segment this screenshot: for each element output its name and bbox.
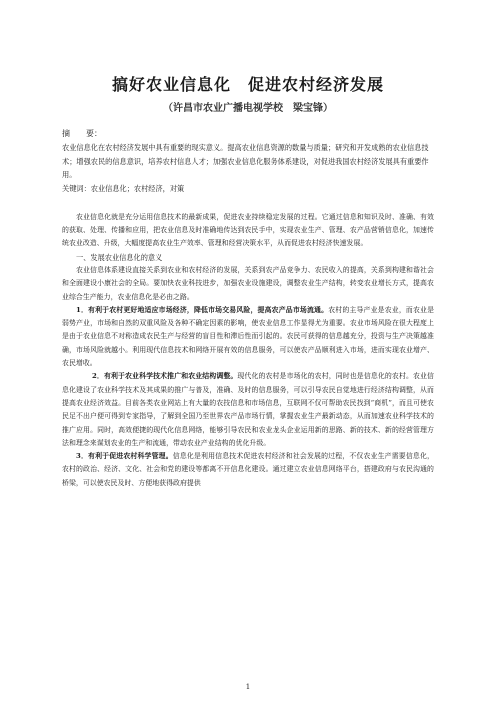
point2-paragraph bbox=[62, 370, 434, 450]
page-number: 1 bbox=[245, 683, 251, 691]
point1-lead: 1．有利于农村更好地适应市场经济，降低市场交易风险，提高农产品市场流通。 bbox=[76, 305, 329, 314]
point1-text: 农村的主导产业是农业，而农业是弱势产业，市场和自然的双重风险及各种不确定因素的影响，使农业信息工作显得尤为重要。农业市场风险在很大程度上是由于农业信息不对称造成农民生产与经营的盲目性和滞后性而引起的。农民可获得的信息越充分，投资与生产决策越准确，市场风险就越小。利用现代信息技术和网络开展有效的信息服务，可以使农产品顺利进入市场，进而实现农业增产、农民增收。 bbox=[62, 305, 435, 368]
point3-lead: 3．有利于促进农村科学管理。 bbox=[76, 452, 173, 461]
keywords-text: 农业信息化；农村经济，对策 bbox=[90, 183, 185, 193]
author-line: （许昌市农业广播电视学校 梁宝锋） bbox=[163, 103, 333, 114]
point2-text: 现代化的农村是市场化的农村，同时也是信息化的农村。农业信息化建设了农业科学技术及其成果的推广与普及，准确、及时的信息服务，可以引导农民自觉地进行经济结构调整，从而提高农业经济效益。目前各类农业网站上有大量的农技信息和市场信息，互联网不仅可帮助农民找到“商机”，而且可使农民足不出户便可得到专家指导，了解到全国乃至世界农产品市场行情，掌握农业生产最新动态，从而加速农业科学技术的推广应用。同时，高效便捷的现代化信息网络，能够引导农民和农业龙头企业运用新的思路、新的技术、新的经营管理方法和理念来谋划农业的生产和流通，带动农业产业结构的优化升级。 bbox=[62, 372, 434, 447]
point3-text: 信息化是利用信息技术促进农村经济和社会发展的过程，不仅农业生产需要信息化，农村的政治、经济、文化、社会和党的建设等都离不开信息化建设。通过建立农业信息网络平台，搭建政府与农民沟通的桥梁，可以使农民及时、方便地获得政府提供 bbox=[62, 452, 434, 487]
document-page bbox=[62, 60, 434, 490]
keywords-line bbox=[62, 182, 434, 195]
keywords-label: 关键词： bbox=[62, 183, 91, 193]
section1-intro-paragraph: 农业信息体系建设直接关系到农业和农村经济的发展，关系到农产品竞争力、农民收入的提高，关系到构建和谐社会和全面建设小康社会的全局。要加快农业科技进步，加强农业设施建设，调整农业生产结构，转变农业增长方式，提高农业综合生产能力，农业信息化是必由之路。 bbox=[62, 265, 434, 301]
point2-lead: 2．有利于农业科学技术推广和农业结构调整。 bbox=[92, 372, 238, 381]
point1-paragraph bbox=[62, 304, 434, 370]
point3-paragraph bbox=[62, 450, 434, 490]
intro-paragraph: 农业信息化就是充分运用信息技术的最新成果，促进农业持续稳定发展的过程。它通过信息和知识及时、准确、有效的获取、处理、传播和应用，把农业信息及时准确地传达到农民手中，实现农业生产、管理、农产品营销信息化，加速传统农业改造、升级，大幅度提高农业生产效率、管理和经营决策水平，从而促进农村经济快速发展。 bbox=[62, 212, 434, 248]
page-title: 搞好农业信息化 促进农村经济发展 bbox=[111, 75, 384, 94]
section1-heading: 一、发展农业信息化的意义 bbox=[76, 252, 163, 262]
abstract-text: 农业信息化在农村经济发展中具有重要的现实意义。提高农业信息资源的数量与质量；研究和开发成熟的农业信息技术；增强农民的信息意识，培养农村信息人才；加强农业信息化服务体系建设，对促进我国农村经济发展具有重要作用。 bbox=[62, 143, 429, 180]
abstract-label: 摘 要： bbox=[62, 129, 102, 138]
